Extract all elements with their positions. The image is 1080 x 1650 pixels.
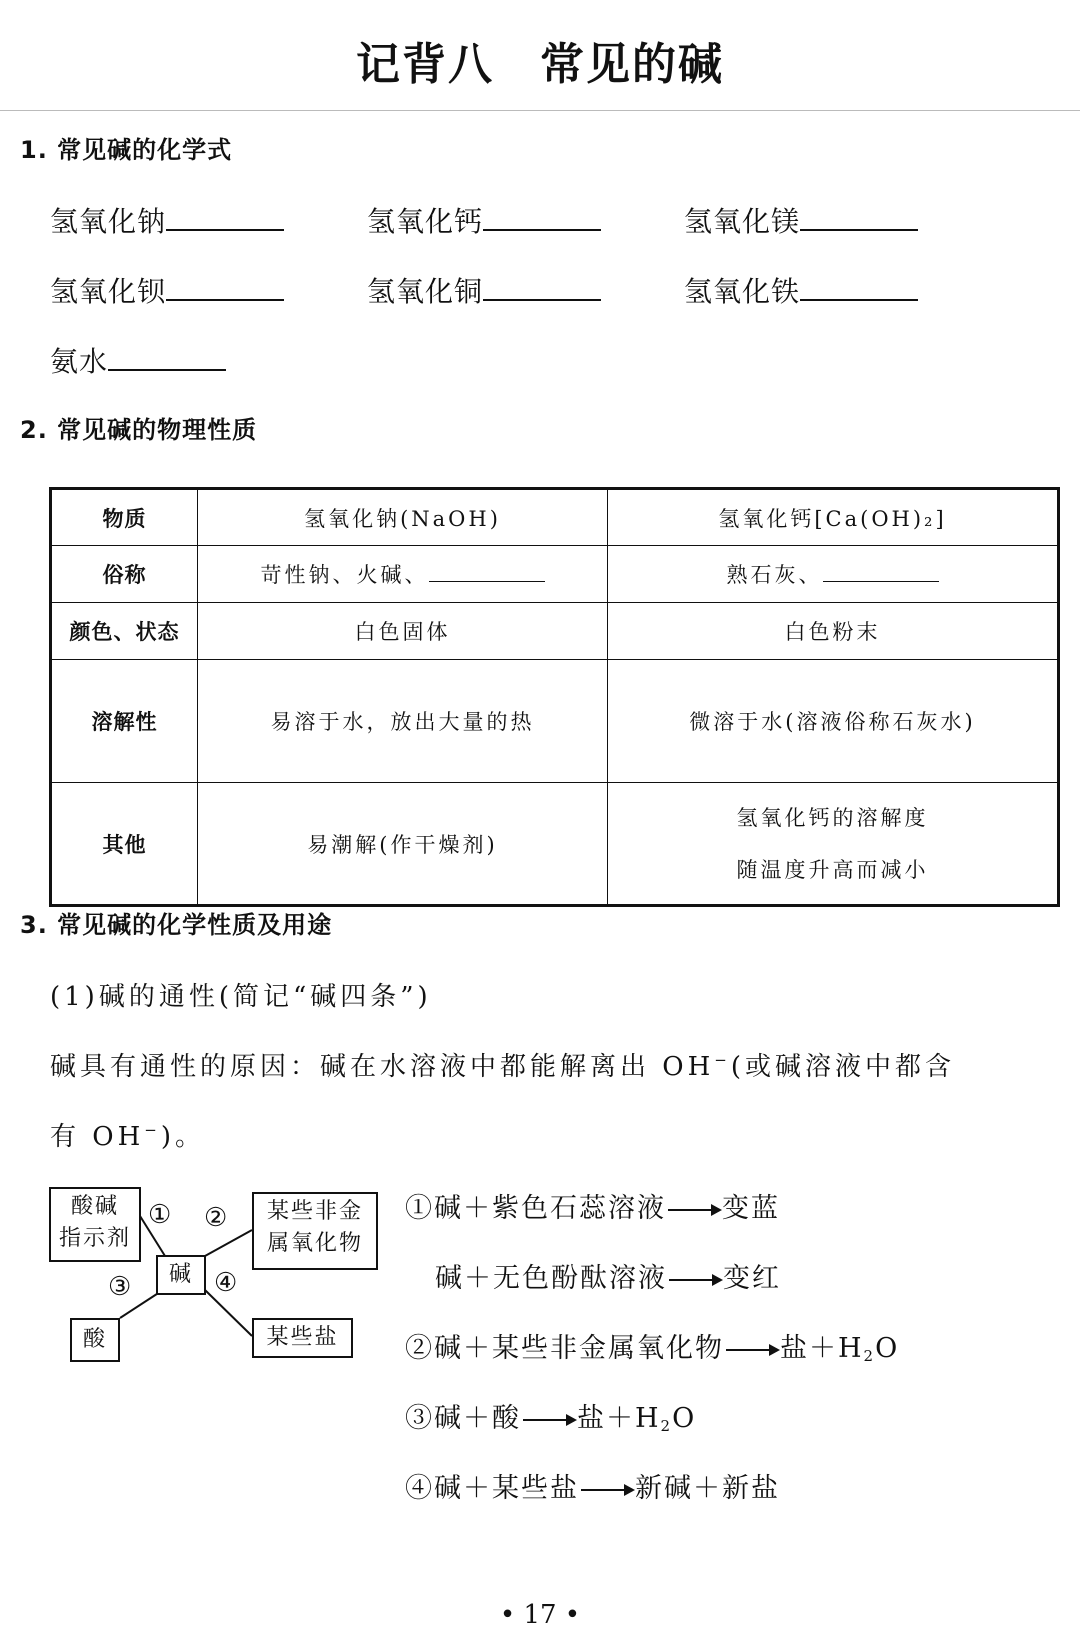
row-header: 其他 (51, 783, 198, 906)
section1-heading: 1. 常见碱的化学式 (20, 136, 233, 164)
reaction-4: ④碱＋某些盐 新碱＋新盐 (405, 1473, 780, 1504)
indicator-box: 酸碱 指示剂 (49, 1187, 141, 1262)
table-row (51, 660, 1059, 783)
salt-box: 某些盐 (252, 1318, 353, 1358)
label-4: ④ (214, 1268, 238, 1298)
table-cell: 氢氧化钙[Ca(OH)₂] (608, 489, 1059, 546)
table-cell: 易潮解(作干燥剂) (198, 783, 608, 906)
row-header: 溶解性 (51, 660, 198, 783)
row-header: 俗称 (51, 546, 198, 603)
formula-item: 氢氧化铁 (684, 270, 918, 310)
table-cell: 苛性钠、火碱、 (198, 546, 608, 603)
answer-blank[interactable] (823, 563, 939, 582)
answer-blank[interactable] (483, 203, 601, 231)
arrow-icon (581, 1489, 633, 1491)
label-2: ② (204, 1203, 228, 1233)
answer-blank[interactable] (166, 203, 284, 231)
label-1: ① (148, 1200, 172, 1230)
table-row (51, 546, 1059, 603)
acid-box: 酸 (70, 1318, 120, 1362)
formula-item: 氢氧化铜 (367, 270, 601, 310)
reaction-1a: ①碱＋紫色石蕊溶液 变蓝 (405, 1193, 780, 1224)
answer-blank[interactable] (800, 273, 918, 301)
reason-text: 碱具有通性的原因：碱在水溶液中都能解离出 OH−(或碱溶液中都含 (50, 1051, 955, 1082)
table-cell: 易溶于水，放出大量的热 (198, 660, 608, 783)
label-3: ③ (108, 1272, 132, 1302)
reason-text-cont: 有 OH−)。 (50, 1121, 205, 1152)
reaction-2: ②碱＋某些非金属氧化物 盐$+H_2O$ (405, 1333, 900, 1365)
answer-blank[interactable] (166, 273, 284, 301)
formula-item: 氢氧化钡 (50, 270, 284, 310)
base-box: 碱 (156, 1255, 206, 1295)
section3-heading: 3. 常见碱的化学性质及用途 (20, 911, 333, 939)
arrow-icon (726, 1349, 778, 1351)
formula-item: 氢氧化镁 (684, 200, 918, 240)
table-cell: 微溶于水(溶液俗称石灰水) (608, 660, 1059, 783)
table-row (51, 783, 1059, 906)
table-cell: 氢氧化钙的溶解度 随温度升高而减小 (608, 783, 1059, 906)
answer-blank[interactable] (429, 563, 545, 582)
answer-blank[interactable] (108, 343, 226, 371)
table-row (51, 603, 1059, 660)
answer-blank[interactable] (800, 203, 918, 231)
arrow-icon (669, 1279, 721, 1281)
formula-item: 氢氧化钠 (50, 200, 284, 240)
reaction-1b: 碱＋无色酚酞溶液 变红 (435, 1263, 781, 1294)
title-divider (0, 110, 1080, 111)
subheading: (1)碱的通性(简记“碱四条”) (50, 982, 432, 1012)
arrow-icon (523, 1419, 575, 1421)
reaction-3: ③碱＋酸 盐$+H_2O$ (405, 1403, 697, 1435)
page-number: • 17 • (499, 1600, 581, 1630)
row-header: 物质 (51, 489, 198, 546)
table-cell: 氢氧化钠(NaOH) (198, 489, 608, 546)
properties-table (49, 487, 1060, 907)
formula-item: 氨水 (50, 340, 226, 380)
section2-heading: 2. 常见碱的物理性质 (20, 416, 258, 444)
formula-item: 氢氧化钙 (367, 200, 601, 240)
table-cell: 熟石灰、 (608, 546, 1059, 603)
table-cell: 白色固体 (198, 603, 608, 660)
answer-blank[interactable] (483, 273, 601, 301)
arrow-icon (668, 1209, 720, 1211)
row-header: 颜色、状态 (51, 603, 198, 660)
table-cell: 白色粉末 (608, 603, 1059, 660)
oxide-box: 某些非金 属氧化物 (252, 1192, 378, 1270)
table-row (51, 489, 1059, 546)
page-title: 记背八 常见的碱 (356, 39, 724, 90)
